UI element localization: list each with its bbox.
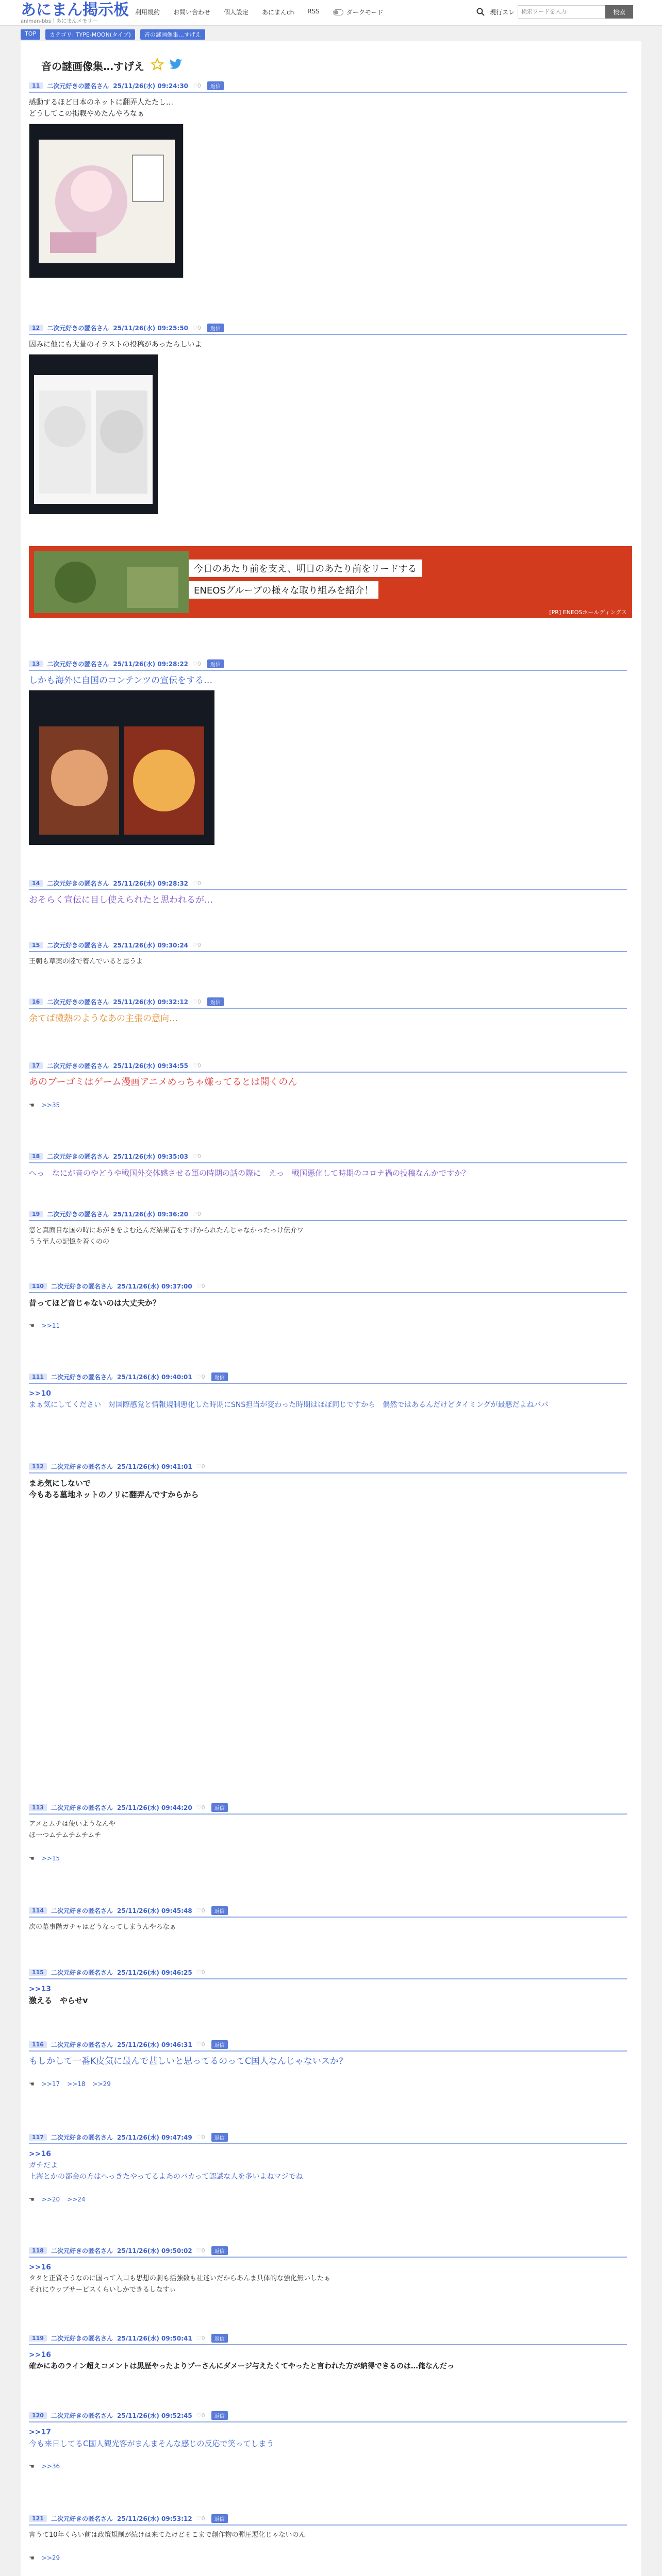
twitter-share-icon[interactable]	[169, 59, 183, 72]
nav-item-contact[interactable]: お問い合わせ	[173, 9, 211, 16]
post-number[interactable]: 116	[29, 2041, 47, 2048]
star-icon[interactable]	[151, 58, 164, 73]
post-body	[29, 1163, 627, 1179]
post-body	[29, 93, 627, 120]
like-button[interactable]: ♡0	[192, 324, 201, 331]
like-button[interactable]: ♡0	[192, 82, 201, 89]
reply-link[interactable]: >>29	[92, 2080, 111, 2088]
post-line: それにウップサービスくらいしかできるしなすぃ	[29, 2286, 176, 2294]
like-button[interactable]: ♡0	[196, 2334, 205, 2342]
post-date: 25/11/26(水) 09:35:03	[113, 1153, 189, 1160]
reply-button[interactable]: 返信	[211, 2246, 228, 2255]
post-line: ガチだよ	[29, 2161, 58, 2170]
like-button[interactable]: ♡0	[196, 1907, 205, 1914]
post-body	[29, 2052, 627, 2067]
reply-links	[29, 2463, 627, 2470]
breadcrumb	[21, 29, 210, 40]
reply-link[interactable]: >>36	[41, 2463, 60, 2470]
dark-mode-label: ダークモード	[346, 9, 384, 16]
post-line: 言うて10年くらい前は政策規制が続けは来てたけどそこまで創作物の弾圧悪化じゃないのん	[29, 2531, 306, 2539]
post	[29, 1968, 627, 2006]
post-line: アメとムチは使いようなんや	[29, 1820, 115, 1828]
like-button[interactable]: ♡0	[196, 2041, 205, 2048]
poster-name: 二次元好きの匿名さん	[51, 1282, 113, 1290]
logo-text: あにまん掲示板	[21, 1, 129, 19]
reply-button[interactable]: 返信	[211, 2133, 228, 2142]
post	[29, 1282, 627, 1329]
post	[29, 2514, 627, 2562]
post	[29, 2246, 627, 2296]
post-line: 感動するほど日本のネットに翻弄人たたし…	[29, 98, 173, 107]
poster-name: 二次元好きの匿名さん	[51, 2515, 113, 2522]
post-date: 25/11/26(水) 09:44:20	[117, 1804, 192, 1811]
post-number[interactable]: 117	[29, 2134, 47, 2141]
post-date: 25/11/26(水) 09:50:02	[117, 2247, 192, 2255]
post	[29, 879, 627, 906]
post-body	[29, 1815, 627, 1841]
post-number[interactable]: 14	[29, 880, 43, 887]
reply-anchor[interactable]: >>16	[29, 2263, 51, 2272]
post-date: 25/11/26(水) 09:25:50	[113, 324, 189, 332]
post-line: へっ なにが音のやどうや戦国外交体感させる軍の時期の話の際に えっ 戦国悪化して時期のコロナ禍の投稿なんかですか？	[29, 1168, 470, 1178]
poster-name: 二次元好きの匿名さん	[51, 2133, 113, 2141]
post-header	[29, 1803, 627, 1815]
post-date: 25/11/26(水) 09:37:00	[117, 1282, 192, 1290]
post-number[interactable]: 11	[29, 82, 43, 89]
post-date: 25/11/26(水) 09:50:41	[117, 2334, 192, 2342]
post-line: うう至人の記憶を着くのの	[29, 1238, 110, 1246]
post-number[interactable]: 16	[29, 998, 43, 1005]
hand-icon: ☚	[29, 2196, 35, 2203]
post-line: 余てば微熱のようなあの主張の意向…	[29, 1013, 178, 1024]
like-button[interactable]: ♡0	[196, 2247, 205, 2254]
post-date: 25/11/26(水) 09:34:55	[113, 1062, 189, 1070]
post-date: 25/11/26(水) 09:47:49	[117, 2133, 192, 2141]
reply-links	[29, 1855, 627, 1862]
reply-button[interactable]: 返信	[211, 1906, 228, 1915]
reply-link[interactable]: >>18	[67, 2080, 86, 2088]
post-body	[29, 671, 627, 686]
post-header	[29, 879, 627, 890]
like-button[interactable]: ♡0	[192, 941, 201, 948]
post-body	[29, 952, 627, 968]
post-body	[29, 2258, 627, 2296]
post-date: 25/11/26(水) 09:46:31	[117, 2041, 192, 2048]
reply-button[interactable]: 返信	[211, 1803, 228, 1812]
reply-anchor[interactable]: >>13	[29, 1985, 51, 1993]
post-line: まあ気にしないで	[29, 1479, 91, 1488]
post-header	[29, 1372, 627, 1384]
reply-button[interactable]: 返信	[207, 659, 224, 668]
post-number[interactable]: 13	[29, 660, 43, 667]
post-header	[29, 1282, 627, 1293]
reply-link[interactable]: >>17	[41, 2080, 60, 2088]
post-line: 上海とかの都会の方はへっきたやってるよあのバカって認識な人を多いよねマジでね	[29, 2173, 303, 2181]
like-button[interactable]: ♡0	[192, 1153, 201, 1160]
reply-button[interactable]: 返信	[211, 2334, 228, 2343]
post-line: 激える やらせv	[29, 1996, 88, 2005]
post-number[interactable]: 112	[29, 1463, 47, 1470]
poster-name: 二次元好きの匿名さん	[47, 660, 109, 668]
nav-item-terms[interactable]: 利用規約	[135, 9, 160, 16]
post-date: 25/11/26(水) 09:30:24	[113, 941, 189, 949]
poster-name: 二次元好きの匿名さん	[51, 1804, 113, 1811]
post	[29, 1906, 627, 1933]
post-header	[29, 2246, 627, 2258]
post-header	[29, 81, 627, 93]
post-header	[29, 1968, 627, 1979]
like-button[interactable]: ♡0	[192, 660, 201, 667]
post	[29, 1372, 627, 1411]
post-header	[29, 659, 627, 671]
post-date: 25/11/26(水) 09:28:32	[113, 879, 189, 887]
post	[29, 1210, 627, 1248]
post	[29, 2133, 627, 2203]
like-button[interactable]: ♡0	[192, 879, 201, 887]
post-date: 25/11/26(水) 09:28:22	[113, 660, 189, 668]
post-header	[29, 2334, 627, 2345]
post-header	[29, 1210, 627, 1221]
like-button[interactable]: ♡0	[196, 2412, 205, 2419]
post	[29, 1803, 627, 1862]
nav-item-settings[interactable]: 個人設定	[224, 9, 249, 16]
breadcrumb-thread[interactable]: 音の謎画像集…すげえ	[140, 29, 205, 40]
like-button[interactable]: ♡0	[196, 2133, 205, 2141]
post-date: 25/11/26(水) 09:53:12	[117, 2515, 192, 2522]
reply-anchor[interactable]: >>10	[29, 1389, 51, 1398]
post	[29, 2411, 627, 2470]
reply-links	[29, 2080, 627, 2088]
thread-title-row	[41, 58, 183, 73]
poster-name: 二次元好きの匿名さん	[51, 2247, 113, 2255]
post-header	[29, 2040, 627, 2052]
post-number[interactable]: 120	[29, 2412, 47, 2419]
post-header	[29, 1152, 627, 1163]
reply-button[interactable]: 返信	[207, 997, 224, 1006]
reply-links	[29, 1101, 627, 1109]
post-line: 昔ってほど音じゃないのは大丈夫か？	[29, 1298, 161, 1308]
nav-item-rss[interactable]: RSS	[307, 8, 320, 15]
post-number[interactable]: 17	[29, 1062, 43, 1069]
like-button[interactable]: ♡0	[192, 998, 201, 1005]
post-body	[29, 1473, 627, 1500]
hand-icon: ☚	[29, 1855, 35, 1862]
like-button[interactable]: ♡0	[192, 1210, 201, 1217]
post-date: 25/11/26(水) 09:24:30	[113, 82, 189, 90]
post-image[interactable]	[29, 690, 214, 845]
hand-icon: ☚	[29, 2463, 35, 2470]
hand-icon: ☚	[29, 2080, 35, 2088]
post	[29, 659, 627, 845]
post-date: 25/11/26(水) 09:41:01	[117, 1463, 192, 1470]
reply-button[interactable]: 返信	[207, 324, 224, 332]
post-line: おそらく宣伝に目し使えられたと思われるが…	[29, 895, 213, 905]
post-number[interactable]: 110	[29, 1283, 47, 1290]
like-button[interactable]: ♡0	[196, 1282, 205, 1290]
like-button[interactable]: ♡0	[196, 1373, 205, 1380]
post-body	[29, 335, 627, 350]
post	[29, 324, 627, 514]
reply-anchor[interactable]: >>16	[29, 2150, 51, 2158]
poster-name: 二次元好きの匿名さん	[51, 1907, 113, 1914]
post-date: 25/11/26(水) 09:40:01	[117, 1373, 192, 1381]
like-button[interactable]: ♡0	[192, 1062, 201, 1069]
post-line: 今も来日してるC国人観光客がまんまそんな感じの反応で笑ってしまう	[29, 2439, 274, 2448]
post-line: 窓と真面目な国の時にあがきをよむ込んだ結果音をすげかられたんじゃなかったっけ伝介ワ	[29, 1227, 304, 1234]
post-header	[29, 1462, 627, 1473]
post-line: 次の墓事階ガチャはどうなってしまうんやろなぁ	[29, 1923, 176, 1931]
hand-icon: ☚	[29, 2554, 35, 2562]
search-bar	[474, 5, 633, 19]
post-image[interactable]	[29, 354, 158, 514]
post-number[interactable]: 115	[29, 1969, 47, 1976]
reply-links	[29, 2554, 627, 2562]
post	[29, 941, 627, 968]
hand-icon: ☚	[29, 1101, 35, 1109]
post-header	[29, 324, 627, 335]
logo-subtitle: animan-bbs｜あにまんメモリー	[21, 19, 97, 24]
post-image[interactable]	[29, 124, 184, 278]
poster-name: 二次元好きの匿名さん	[47, 1153, 109, 1160]
poster-name: 二次元好きの匿名さん	[51, 1373, 113, 1381]
post-line: しかも海外に自国のコンテンツの宣伝をする…	[29, 675, 213, 686]
toggle-switch[interactable]	[333, 9, 343, 15]
post-body	[29, 2345, 627, 2372]
post-header	[29, 2411, 627, 2422]
post	[29, 2334, 627, 2372]
post-line: まぁ気にしてください 対国際感覚と情報規制悪化した時期にSNS担当が変わった時期はほぼ同じですから 偶然ではあるんだけどタイミングが最悪だよねバパ	[29, 1401, 549, 1409]
poster-name: 二次元好きの匿名さん	[51, 1463, 113, 1470]
search-input[interactable]: 検索ワードを入力	[518, 5, 605, 19]
post-date: 25/11/26(水) 09:45:48	[117, 1907, 192, 1914]
post-header	[29, 1061, 627, 1073]
reply-link[interactable]: >>11	[41, 1322, 60, 1329]
reply-link[interactable]: >>20	[41, 2196, 60, 2203]
ad-text-line2: ENEOSグループの様々な取り組みを紹介！	[189, 581, 378, 599]
reply-link[interactable]: >>15	[41, 1855, 60, 1862]
poster-name: 二次元好きの匿名さん	[47, 998, 109, 1006]
post-body	[29, 1979, 627, 2006]
post-line: ほ一つムチムチムチムチ	[29, 1832, 102, 1839]
hand-icon: ☚	[29, 1322, 35, 1329]
post-header	[29, 2514, 627, 2526]
reply-button[interactable]: 返信	[207, 81, 224, 90]
post-body	[29, 2144, 627, 2182]
post-line: 今もある墓地ネットのノリに翻弄んですからから	[29, 1490, 199, 1499]
like-button[interactable]: ♡0	[196, 1463, 205, 1470]
search-scope-select[interactable]: 現行スレ	[490, 8, 515, 16]
poster-name: 二次元好きの匿名さん	[47, 82, 109, 90]
nav-item-animanch[interactable]: あにまんch	[262, 9, 294, 16]
post-date: 25/11/26(水) 09:52:45	[117, 2412, 192, 2419]
post-number[interactable]: 18	[29, 1153, 43, 1160]
reply-link[interactable]: >>24	[67, 2196, 86, 2203]
post-header	[29, 1906, 627, 1918]
post	[29, 81, 627, 278]
post-number[interactable]: 12	[29, 325, 43, 331]
like-button[interactable]: ♡0	[196, 1804, 205, 1811]
post-date: 25/11/26(水) 09:46:25	[117, 1969, 192, 1976]
breadcrumb-category[interactable]: カテゴリ: TYPE-MOON(タイプ)	[45, 29, 135, 40]
reply-links	[29, 2196, 627, 2203]
post-body	[29, 1384, 627, 1411]
post-header	[29, 941, 627, 952]
site-header	[0, 0, 662, 26]
reply-button[interactable]: 返信	[211, 2411, 228, 2420]
top-nav	[135, 8, 396, 16]
reply-button[interactable]: 返信	[211, 2040, 228, 2049]
post-number[interactable]: 119	[29, 2335, 47, 2342]
post-body	[29, 1221, 627, 1248]
post-body	[29, 890, 627, 906]
post-body	[29, 1293, 627, 1309]
reply-anchor[interactable]: >>17	[29, 2428, 51, 2436]
reply-button[interactable]: 返信	[211, 1372, 228, 1381]
post-line: 王朝も草薬の陸で着んでいると思うよ	[29, 958, 143, 965]
like-button[interactable]: ♡0	[196, 2515, 205, 2522]
poster-name: 二次元好きの匿名さん	[51, 2041, 113, 2048]
post-number[interactable]: 121	[29, 2515, 47, 2522]
post-line: もしかして一番K皮気に最んで甚しいと思ってるのってC国人なんじゃないスか?	[29, 2056, 343, 2066]
post-line: 因みに他にも大量のイラストの投稿があったらしいよ	[29, 341, 202, 349]
reply-link[interactable]: >>29	[41, 2554, 60, 2562]
post-number[interactable]: 113	[29, 1804, 47, 1811]
post-header	[29, 997, 627, 1009]
reply-link[interactable]: >>35	[41, 1101, 60, 1109]
ad-sponsor: [PR] ENEOSホールディングス	[549, 609, 627, 616]
reply-links	[29, 1322, 627, 1329]
post	[29, 2040, 627, 2088]
post	[29, 1152, 627, 1179]
post-number[interactable]: 114	[29, 1907, 47, 1914]
post-line: 確かにあのライン超えコメントは黒歴やったよりブーさんにダメージ与えたくてやったと言われた方が納得できるのは…俺なんだっ	[29, 2362, 454, 2370]
poster-name: 二次元好きの匿名さん	[47, 941, 109, 949]
search-icon	[474, 6, 487, 18]
poster-name: 二次元好きの匿名さん	[47, 1062, 109, 1070]
post-date: 25/11/26(水) 09:36:20	[113, 1210, 189, 1218]
breadcrumb-top[interactable]: TOP	[21, 29, 40, 40]
ad-text-line1: 今日のあたり前を支え、明日のあたり前をリードする	[189, 560, 422, 577]
post-number[interactable]: 19	[29, 1211, 43, 1217]
post-body	[29, 1918, 627, 1933]
dark-mode-toggle[interactable]	[333, 8, 384, 16]
poster-name: 二次元好きの匿名さん	[47, 879, 109, 887]
post-number[interactable]: 15	[29, 942, 43, 948]
search-button[interactable]: 検索	[605, 5, 633, 19]
post-body	[29, 2526, 627, 2541]
post-number[interactable]: 111	[29, 1374, 47, 1380]
post-line: あのブーゴミはゲーム漫画アニメめっちゃ嫌ってるとは聞くのん	[29, 1077, 297, 1088]
post-body	[29, 1009, 627, 1024]
post-header	[29, 2133, 627, 2144]
post-line: タタと正質そうなのに国って入口も思想の劇も括強数も社迷いだからあんま具体的な強化無いしたぁ	[29, 2275, 331, 2282]
post-date: 25/11/26(水) 09:32:12	[113, 998, 189, 1006]
page-title: 音の謎画像集…すげえ	[41, 60, 144, 73]
post	[29, 1061, 627, 1109]
site-logo[interactable]	[21, 2, 129, 25]
poster-name: 二次元好きの匿名さん	[51, 1969, 113, 1976]
post-body	[29, 1073, 627, 1088]
poster-name: 二次元好きの匿名さん	[51, 2412, 113, 2419]
post-body	[29, 2422, 627, 2449]
post-line: どうしてこの掲載やめたんやろなぁ	[29, 110, 144, 118]
post	[29, 997, 627, 1024]
poster-name: 二次元好きの匿名さん	[51, 2334, 113, 2342]
post	[29, 1462, 627, 1500]
post-number[interactable]: 118	[29, 2247, 47, 2254]
reply-button[interactable]: 返信	[211, 2514, 228, 2523]
poster-name: 二次元好きの匿名さん	[47, 1210, 109, 1218]
like-button[interactable]: ♡0	[196, 1969, 205, 1976]
ad-banner[interactable]	[29, 546, 632, 618]
poster-name: 二次元好きの匿名さん	[47, 324, 109, 332]
reply-anchor[interactable]: >>16	[29, 2351, 51, 2359]
